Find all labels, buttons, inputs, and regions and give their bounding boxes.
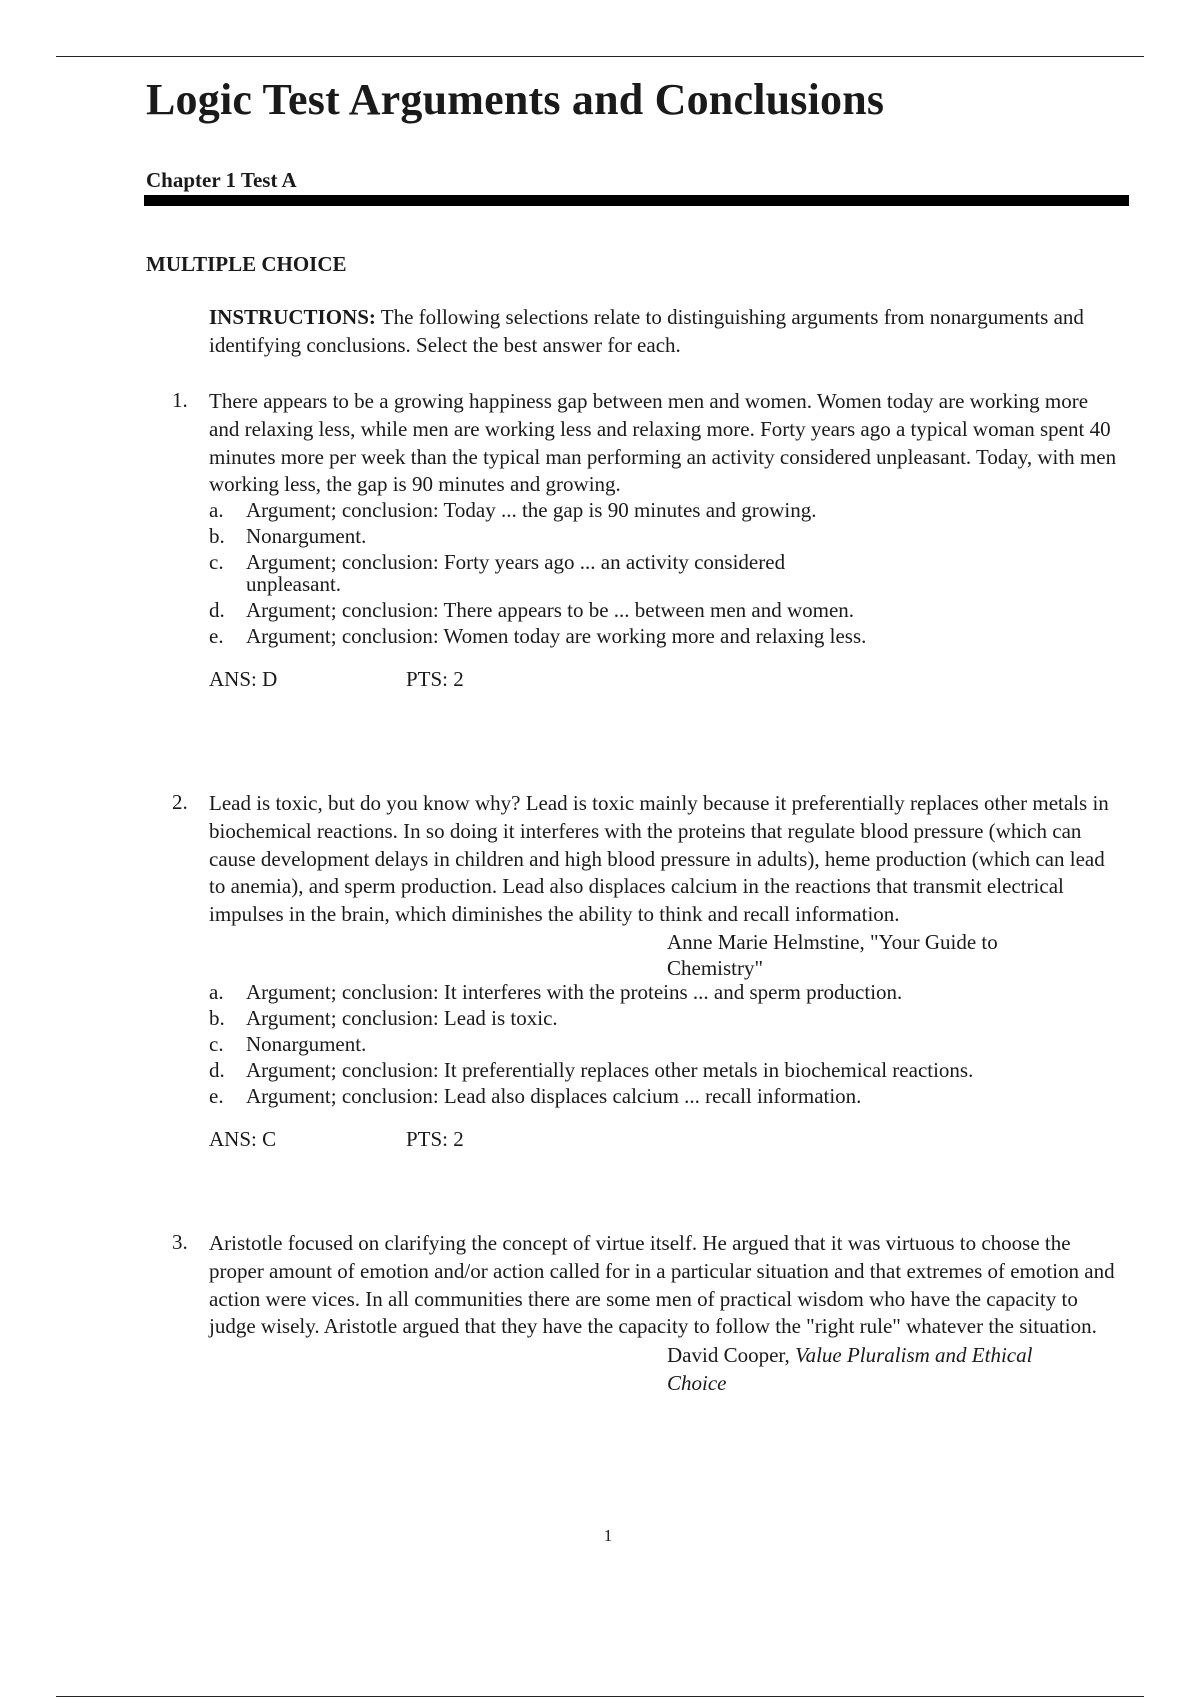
points: PTS: 2	[406, 667, 464, 692]
option-text: Nonargument.	[246, 524, 367, 549]
instructions-label: INSTRUCTIONS:	[209, 305, 376, 329]
question-text: Aristotle focused on clarifying the concept of virtue itself. He argued that it was virtuous to choose the proper amount of emotion and/or action called for in a particular situation and that extremes of emotion and action were vices. In all communities there are some men of practical wisdom who have the capacity to judge wisely. Aristotle argued that they have the capacity to follow the "right rule" whatever the situation.	[209, 1231, 1115, 1339]
top-rule	[56, 56, 1144, 57]
option-letter: d.	[209, 1057, 225, 1082]
page-title: Logic Test Arguments and Conclusions	[146, 75, 885, 124]
chapter-heading: Chapter 1 Test A	[146, 168, 297, 192]
question-number: 3.	[172, 1230, 188, 1254]
option-text: Argument; conclusion: Lead is toxic.	[246, 1005, 558, 1030]
option-c	[209, 551, 866, 595]
attribution-work: Value Pluralism and Ethical Choice	[667, 1343, 1033, 1396]
option-text: Argument; conclusion: Today ... the gap is 90 minutes and growing.	[246, 498, 817, 523]
option-d	[209, 599, 866, 621]
option-letter: a.	[209, 979, 224, 1004]
option-text: Nonargument.	[246, 1031, 367, 1056]
option-letter: a.	[209, 498, 224, 523]
answer-options	[209, 981, 1122, 1107]
page-number: 1	[603, 1526, 613, 1545]
question-text: Lead is toxic, but do you know why? Lead is toxic mainly because it preferentially replaces other metals in biochemical reactions. In so doing it interferes with the proteins that regulate blood pressure (which can cause development delays in children and high blood pressure in adults), heme production (which can lead to anemia), and sperm production. Lead also displaces calcium in the reactions that transmit electrical impulses in the brain, which diminishes the ability to think and recall information.	[209, 791, 1109, 927]
option-e	[209, 625, 946, 647]
option-b	[209, 1007, 1122, 1029]
answer-row	[209, 1125, 1122, 1153]
heading-divider	[144, 195, 1129, 206]
option-text: Argument; conclusion: Lead also displaces calcium ... recall information.	[246, 1083, 862, 1108]
option-letter: c.	[209, 1031, 224, 1056]
question-1	[172, 388, 1122, 693]
question-number: 1.	[172, 388, 188, 412]
option-letter: d.	[209, 598, 225, 623]
option-text: Argument; conclusion: There appears to be ... between men and women.	[246, 598, 855, 623]
option-e	[209, 1085, 1122, 1107]
option-a	[209, 499, 1122, 521]
answer-key: ANS: D	[209, 667, 278, 692]
question-number: 2.	[172, 790, 188, 814]
option-letter: b.	[209, 1005, 225, 1030]
answer-key: ANS: C	[209, 1126, 277, 1151]
question-2	[172, 790, 1122, 1153]
option-text: Argument; conclusion: It preferentially replaces other metals in biochemical reactions.	[246, 1057, 974, 1082]
bottom-rule	[56, 1696, 1144, 1697]
question-text: There appears to be a growing happiness gap between men and women. Women today are working more and relaxing less, while men are working less and relaxing more. Forty years ago a typical woman spent 40 minutes more per week than the typical man performing an activity considered unpleasant. Today, with men working less, the gap is 90 minutes and growing.	[209, 389, 1117, 497]
option-b	[209, 525, 1122, 547]
option-letter: e.	[209, 1083, 224, 1108]
option-letter: b.	[209, 524, 225, 549]
points: PTS: 2	[406, 1126, 464, 1151]
option-a	[209, 981, 1122, 1003]
question-3	[172, 1230, 1122, 1397]
option-letter: e.	[209, 624, 224, 649]
option-d	[209, 1059, 986, 1081]
attribution-author: David Cooper,	[667, 1343, 796, 1368]
option-text: Argument; conclusion: It interferes with the proteins ... and sperm production.	[246, 979, 903, 1004]
option-c	[209, 1033, 1122, 1055]
source-attribution	[667, 1341, 1097, 1397]
answer-row	[209, 665, 1122, 693]
answer-options	[209, 499, 1122, 647]
section-heading: MULTIPLE CHOICE	[146, 252, 347, 276]
source-attribution: Anne Marie Helmstine, "Your Guide to Chemistry"	[667, 929, 998, 980]
instructions-text: The following selections relate to distinguishing arguments from nonarguments and identifying conclusions. Select the best answer for each.	[209, 305, 1084, 357]
option-text: Argument; conclusion: Forty years ago ... an activity considered unpleasant.	[246, 550, 786, 597]
option-text: Argument; conclusion: Women today are working more and relaxing less.	[246, 624, 867, 649]
option-letter: c.	[209, 550, 224, 575]
instructions	[209, 303, 1089, 359]
